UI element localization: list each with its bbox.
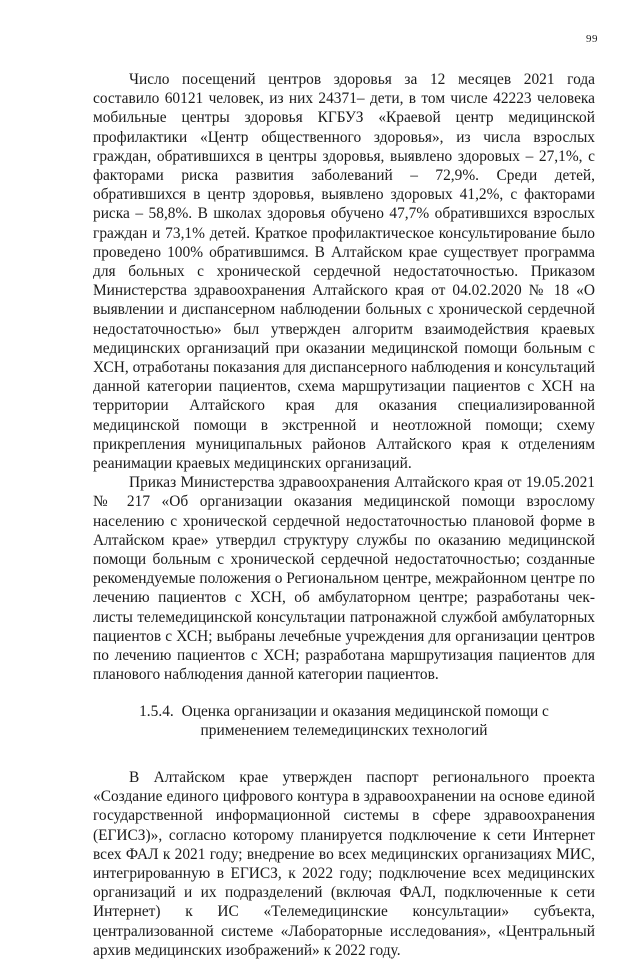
paragraph-order-217: Приказ Министерства здравоохранения Алтайского края от 19.05.2021 № 217 «Об организации оказания медицинской помощи взрослому населению с хронической сердечной недостаточностью плановой форме в Алтайском крае» утвердил структуру службы по оказанию медицинской помощи больным с хронической сердечной недостаточностью; созданные рекомендуемые положения о Региональном центре, межрайонном центре по лечению пациентов с ХСН, об амбулаторном центре; разработаны чек-листы телемедицинской консультации патронажной службой амбулаторных пациентов с ХСН; выбраны лечебные учреждения для организации центров по лечению пациентов с ХСН; разработана маршрутизация пациентов для планового наблюдения данной категории пациентов. <box>93 474 595 684</box>
section-title: Оценка организации и оказания медицинской помощи с применением телемедицинских технологий <box>181 702 549 739</box>
section-heading <box>93 702 595 740</box>
document-body <box>93 70 595 960</box>
section-number: 1.5.4. <box>139 702 174 720</box>
paragraph-digital-contour: В Алтайском крае утвержден паспорт регионального проекта «Создание единого цифрового контура в здравоохранении на основе единой государственной информационной системы в сфере здравоохранения (ЕГИСЗ)», согласно которому планируется подключение к сети Интернет всех ФАЛ к 2021 году; внедрение во всех медицинских организациях МИС, интегрированную в ЕГИСЗ, к 2022 году; подключение всех медицинских организаций и их подразделений (включая ФАЛ, подключенные к сети Интернет) к ИС «Телемедицинские консультации» субъекта, централизованной системе «Лабораторные исследования», «Центральный архив медицинских изображений» к 2022 году. <box>93 768 595 959</box>
paragraph-health-centers: Число посещений центров здоровья за 12 месяцев 2021 года составило 60121 человек, из них 24371– дети, в том числе 42223 человека мобильные центры здоровья КГБУЗ «Краевой центр медицинской профилактики «Центр общественного здоровья», из числа взрослых граждан, обратившихся в центры здоровья, выявлено здоровых – 27,1%, с факторами риска развития заболеваний – 72,9%. Среди детей, обратившихся в центр здоровья, выявлено здоровых 41,2%, с факторами риска – 58,8%. В школах здоровья обучено 47,7% обратившихся взрослых граждан и 73,1% детей. Краткое профилактическое консультирование было проведено 100% обратившимся. В Алтайском крае существует программа для больных с хронической сердечной недостаточностью. Приказом Министерства здравоохранения Алтайского края от 04.02.2020 № 18 «О выявлении и диспансерном наблюдении больных с хронической сердечной недостаточностью» был утвержден алгоритм взаимодействия краевых медицинских организаций при оказании медицинской помощи больным с ХСН, отработаны показания для диспансерного наблюдения и консультаций данной категории пациентов, схема маршрутизации пациентов с ХСН на территории Алтайского края для оказания специализированной медицинской помощи в экстренной и неотложной помощи; схему прикрепления муниципальных районов Алтайского края к отделениям реанимации краевых медицинских организаций. <box>93 71 595 473</box>
page-number: 99 <box>586 33 598 45</box>
